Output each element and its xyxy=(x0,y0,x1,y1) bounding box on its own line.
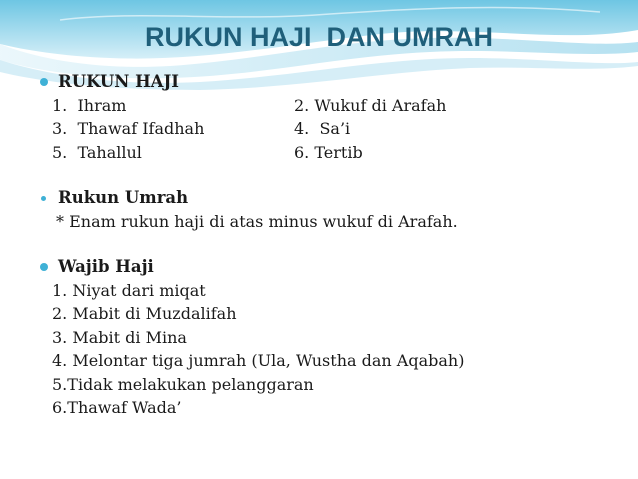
rukun-haji-list xyxy=(38,94,618,165)
bullet-dot-icon xyxy=(41,196,46,201)
section-rukun-haji xyxy=(38,70,618,164)
heading-text: Rukun Umrah xyxy=(58,188,189,207)
list-item: 1. Ihram xyxy=(52,95,127,115)
list-item: 6. Tertib xyxy=(294,142,363,162)
section-rukun-umrah xyxy=(38,186,618,233)
list-item: 2. Wukuf di Arafah xyxy=(294,95,447,115)
list-item: 4. Melontar tiga jumrah (Ula, Wustha dan Aqabah) xyxy=(52,351,465,370)
rukun-umrah-note: * Enam rukun haji di atas minus wukuf di Arafah. xyxy=(56,211,458,231)
bullet-dot-icon xyxy=(40,263,48,271)
section-wajib-haji xyxy=(38,255,618,420)
heading-text: RUKUN HAJI xyxy=(58,72,179,91)
wajib-haji-list xyxy=(38,279,618,420)
section-heading xyxy=(38,255,618,279)
slide-title: RUKUN HAJI DAN UMRAH xyxy=(145,22,493,52)
list-item: 3. Thawaf Ifadhah xyxy=(52,119,205,138)
heading-text: Wajib Haji xyxy=(58,257,154,276)
section-heading xyxy=(38,186,618,210)
list-item: 6.Thawaf Wada’ xyxy=(52,398,182,417)
bullet-dot-icon xyxy=(40,78,48,86)
content-area xyxy=(38,70,618,420)
section-heading xyxy=(38,70,618,94)
list-item: 1. Niyat dari miqat xyxy=(52,280,206,300)
list-item: 5. Tahallul xyxy=(52,142,142,162)
list-item: 2. Mabit di Muzdalifah xyxy=(52,304,237,323)
list-item: 3. Mabit di Mina xyxy=(52,327,187,347)
list-item: 5.Tidak melakukan pelanggaran xyxy=(52,374,314,394)
list-item: 4. Sa’i xyxy=(294,119,351,138)
